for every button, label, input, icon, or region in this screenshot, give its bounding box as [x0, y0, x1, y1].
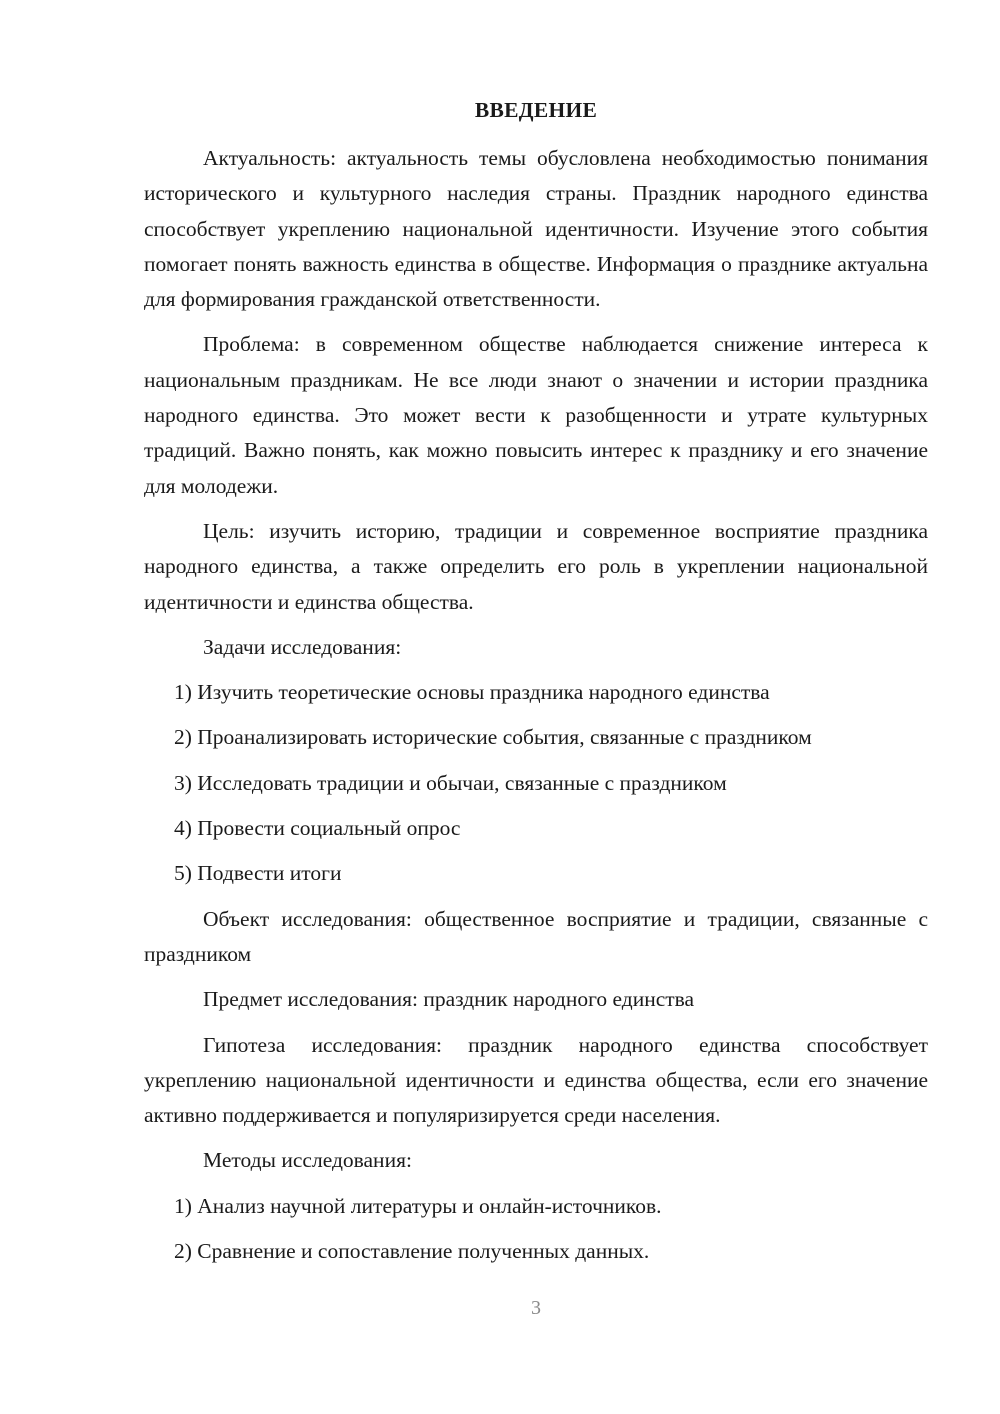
tasks-heading: Задачи исследования: [203, 634, 402, 659]
task-item: 1) Изучить теоретические основы праздника народного единства [174, 680, 770, 705]
task-item: 2) Проанализировать исторические события, связанные с праздником [174, 725, 812, 750]
method-item: 1) Анализ научной литературы и онлайн-источников. [174, 1193, 662, 1218]
subject-paragraph: Предмет исследования: праздник народного единства [203, 987, 695, 1012]
problem-paragraph: Проблема: в современном обществе наблюдается снижение интереса к национальным праздникам. Не все люди знают о значении и истории праздника народного единства. Это может вести к разобщенности и утрате культурных традиций. Важно понять, как можно повысить интерес к празднику и его значение для молодежи. [144, 332, 928, 498]
task-item: 5) Подвести итоги [174, 861, 342, 886]
methods-heading: Методы исследования: [203, 1148, 412, 1173]
hypothesis-paragraph: Гипотеза исследования: праздник народного единства способствует укреплению национальной идентичности и единства общества, если его значение активно поддерживается и популяризируется среди населения. [144, 1032, 928, 1128]
document-page [144, 95, 928, 1279]
relevance-paragraph: Актуальность: актуальность темы обусловлена необходимостью понимания исторического и культурного наследия страны. Праздник народного единства способствует укреплению национальной идентичности. Изучение этого события помогает понять важность единства в обществе. Информация о празднике актуальна для формирования гражданской ответственности. [144, 146, 928, 312]
section-title: ВВЕДЕНИЕ [474, 98, 598, 122]
method-item: 2) Сравнение и сопоставление полученных данных. [174, 1239, 650, 1264]
goal-paragraph: Цель: изучить историю, традиции и современное восприятие праздника народного единства, а также определить его роль в укреплении национальной идентичности и единства общества. [144, 518, 928, 614]
page-number: 3 [531, 1297, 541, 1319]
object-paragraph: Объект исследования: общественное восприятие и традиции, связанные с праздником [144, 906, 928, 966]
task-item: 4) Провести социальный опрос [174, 816, 461, 841]
task-item: 3) Исследовать традиции и обычаи, связанные с праздником [174, 770, 727, 795]
